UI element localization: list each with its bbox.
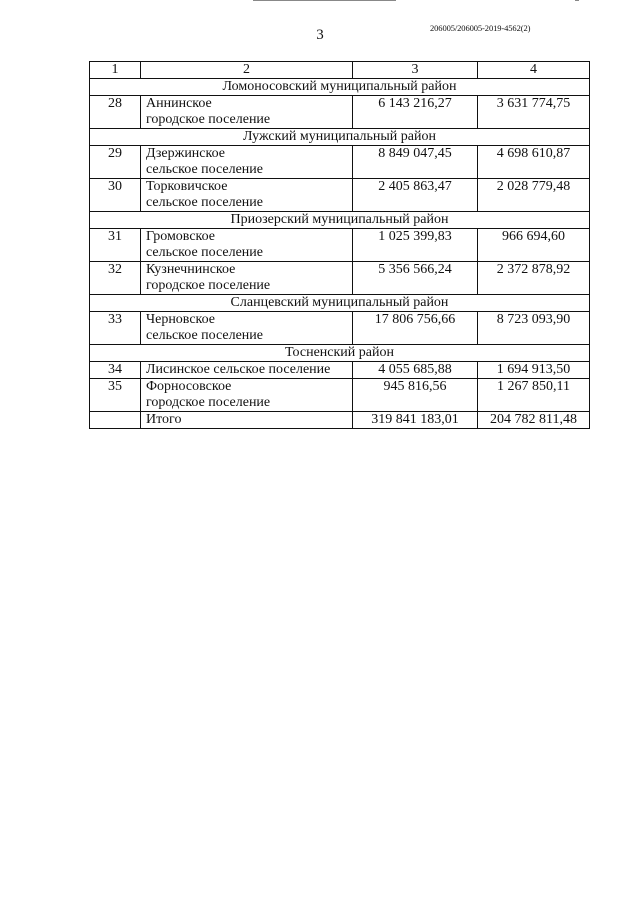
settlement-name-line1: Торковичское [146,179,228,194]
settlement-name-line2: сельское поселение [146,245,263,260]
document-id: 206005/206005-2019-4562(2) [430,23,531,33]
settlement-name-line1: Форносовское [146,379,232,394]
settlement-name [141,362,353,379]
amount-col4: 3 631 774,75 [478,96,590,129]
section-row [90,79,590,96]
row-number: 31 [90,229,141,262]
amount-col4: 1 694 913,50 [478,362,590,379]
section-row [90,295,590,312]
table-row [90,362,590,379]
table-row [90,146,590,179]
section-row [90,212,590,229]
column-header-1: 1 [90,62,141,79]
section-title: Приозерский муниципальный район [90,212,590,229]
amount-col4: 2 372 878,92 [478,262,590,295]
settlement-name-line1: Аннинское [146,96,212,111]
settlement-name [141,312,353,345]
section-title: Ломоносовский муниципальный район [90,79,590,96]
row-number: 32 [90,262,141,295]
column-header-4: 4 [478,62,590,79]
settlement-name [141,146,353,179]
row-number: 35 [90,379,141,412]
total-number-cell [90,412,141,429]
amount-col4: 4 698 610,87 [478,146,590,179]
settlement-name-line1: Лисинское сельское поселение [146,362,331,377]
section-title: Лужский муниципальный район [90,129,590,146]
section-row [90,129,590,146]
amount-col3: 6 143 216,27 [353,96,478,129]
settlement-name-line2: сельское поселение [146,162,263,177]
settlement-name-line2: сельское поселение [146,328,263,343]
column-header-2: 2 [141,62,353,79]
settlement-name-line1: Дзержинское [146,146,225,161]
amount-col3: 8 849 047,45 [353,146,478,179]
top-edge-tick [575,0,579,1]
column-header-3: 3 [353,62,478,79]
total-col4: 204 782 811,48 [478,412,590,429]
data-table [89,61,590,429]
settlement-name-line2: городское поселение [146,395,271,410]
settlement-name-line2: городское поселение [146,112,271,127]
amount-col4: 8 723 093,90 [478,312,590,345]
section-row [90,345,590,362]
settlement-name [141,229,353,262]
column-header-row [90,62,590,79]
settlement-name-line1: Громовское [146,229,216,244]
section-title: Сланцевский муниципальный район [90,295,590,312]
row-number: 33 [90,312,141,345]
settlement-name-line2: городское поселение [146,278,271,293]
table-row [90,96,590,129]
settlement-name-line2: сельское поселение [146,195,263,210]
amount-col3: 945 816,56 [353,379,478,412]
section-title: Тосненский район [90,345,590,362]
amount-col3: 1 025 399,83 [353,229,478,262]
table-row [90,262,590,295]
total-col3: 319 841 183,01 [353,412,478,429]
amount-col3: 5 356 566,24 [353,262,478,295]
settlement-name [141,262,353,295]
amount-col4: 1 267 850,11 [478,379,590,412]
row-number: 28 [90,96,141,129]
table-row [90,379,590,412]
settlement-name-line1: Кузнечнинское [146,262,236,277]
total-row [90,412,590,429]
settlement-name [141,96,353,129]
row-number: 29 [90,146,141,179]
amount-col3: 4 055 685,88 [353,362,478,379]
row-number: 34 [90,362,141,379]
page-number: 3 [316,27,324,43]
settlement-name [141,179,353,212]
amount-col3: 2 405 863,47 [353,179,478,212]
total-label: Итого [141,412,353,429]
table-row [90,179,590,212]
settlement-name [141,379,353,412]
amount-col4: 966 694,60 [478,229,590,262]
amount-col3: 17 806 756,66 [353,312,478,345]
settlement-name-line1: Черновское [146,312,216,327]
top-edge-line [253,0,396,1]
amount-col4: 2 028 779,48 [478,179,590,212]
row-number: 30 [90,179,141,212]
table-row [90,229,590,262]
table-row [90,312,590,345]
